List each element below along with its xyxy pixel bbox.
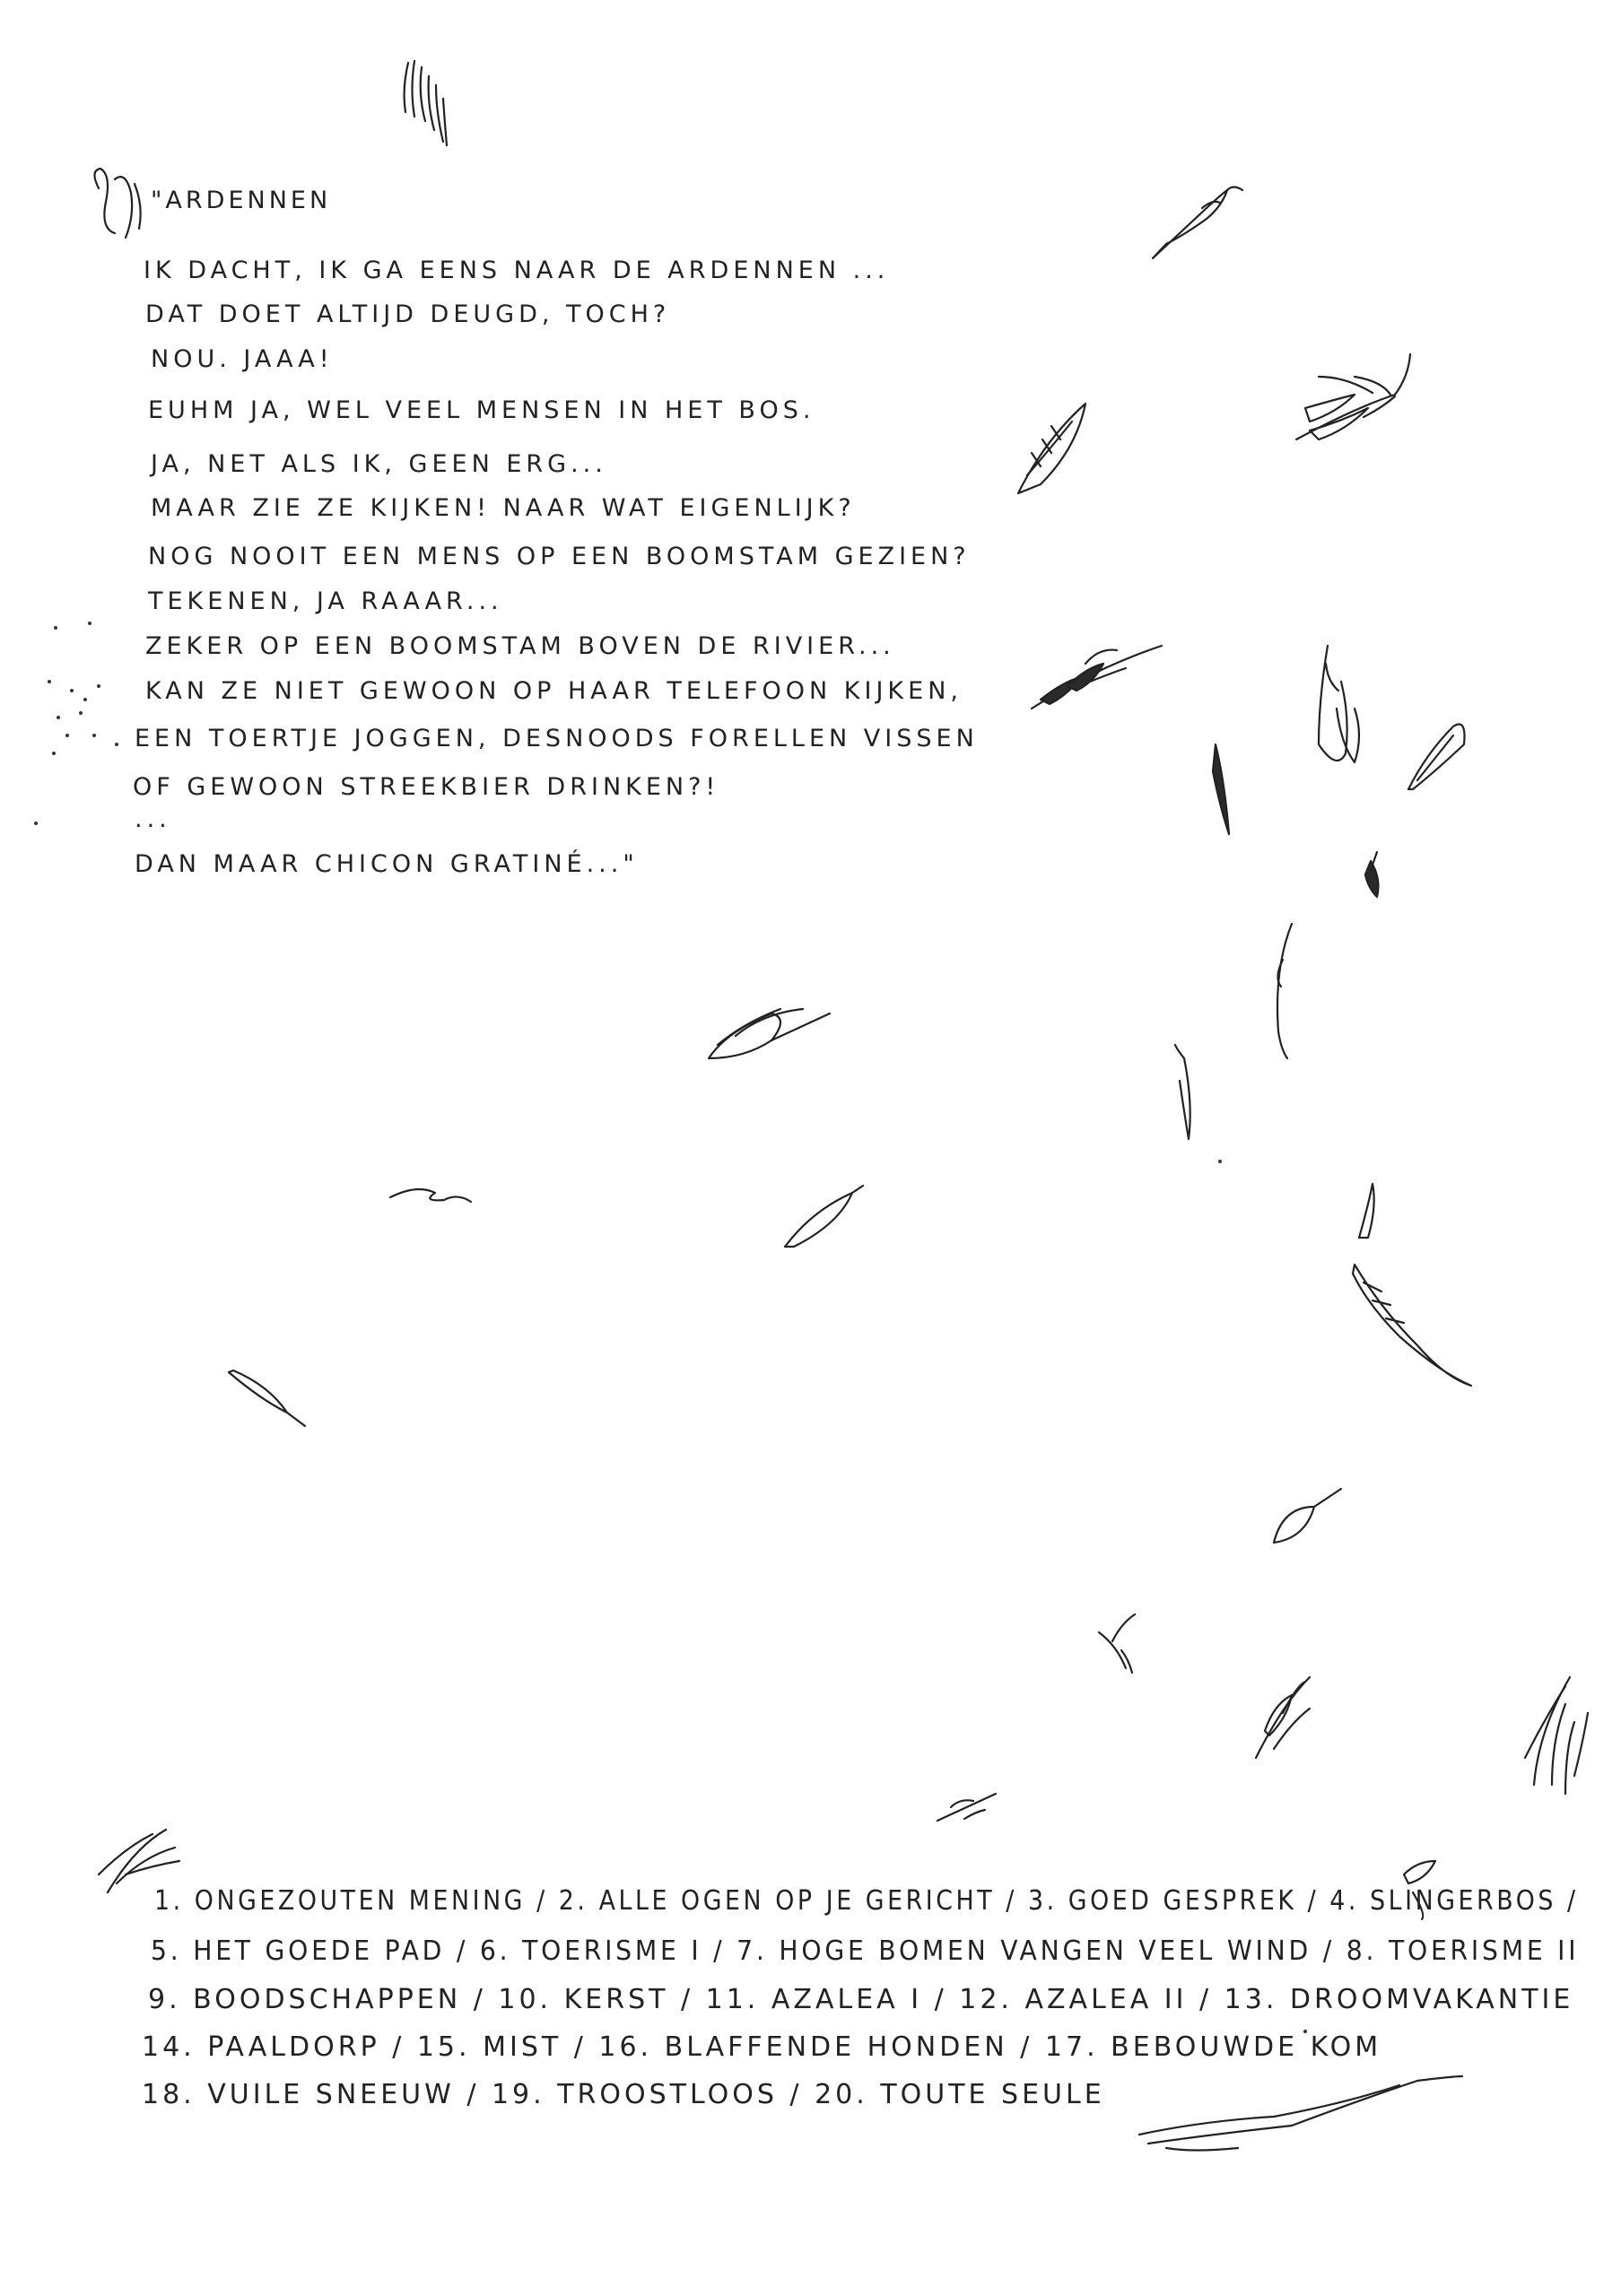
- feather-icon: [1408, 725, 1465, 790]
- leaf-icon: [1018, 404, 1085, 493]
- poem-line: MAAR ZIE ZE KIJKEN! NAAR WAT EIGENLIJK?: [151, 494, 856, 522]
- feather-icon: [1139, 2076, 1462, 2151]
- scribble-icon: [390, 1189, 471, 1202]
- index-line: 5. HET GOEDE PAD / 6. TOERISME I / 7. HOGE BOMEN VANGEN VEEL WIND / 8. TOERISME II: [151, 1935, 1580, 1967]
- poem-line: TEKENEN, JA RAAAR...: [148, 587, 503, 615]
- poem-line: KAN ZE NIET GEWOON OP HAAR TELEFOON KIJKEN,: [145, 677, 963, 705]
- scribble-icon: [94, 169, 140, 238]
- leaf-icon: [1359, 1184, 1374, 1238]
- leaf-icon: [1274, 1489, 1341, 1543]
- poem-line: DAT DOET ALTIJD DEUGD, TOCH?: [145, 300, 671, 328]
- branch-icon: [1032, 646, 1162, 709]
- stipple-dots: [34, 622, 1307, 2033]
- seed-pod-icon: [1319, 646, 1359, 762]
- poem-line: JA, NET ALS IK, GEEN ERG...: [151, 450, 607, 478]
- poem-line: NOG NOOIT EEN MENS OP EEN BOOMSTAM GEZIEN?: [148, 543, 971, 570]
- grass-scribble-icon: [99, 1830, 179, 1892]
- poem-line: IK DACHT, IK GA EENS NAAR DE ARDENNEN ...: [144, 257, 890, 284]
- leaf-icon: [709, 1009, 830, 1058]
- poem-line: DAN MAAR CHICON GRATINÉ...": [135, 850, 639, 878]
- branch-icon: [1296, 354, 1410, 439]
- grass-scribble-icon: [1525, 1677, 1588, 1794]
- index-line: 9. BOODSCHAPPEN / 10. KERST / 11. AZALEA I / 12. AZALEA II / 13. DROOMVAKANTIE: [148, 1984, 1574, 2015]
- feather-icon: [1153, 187, 1242, 259]
- leaf-icon: [1175, 1045, 1190, 1139]
- poem-title: "ARDENNEN: [151, 187, 332, 214]
- poem-line: NOU. JAAA!: [151, 345, 334, 373]
- index-line: 14. PAALDORP / 15. MIST / 16. BLAFFENDE HONDEN / 17. BEBOUWDE KOM: [142, 2031, 1382, 2063]
- index-line: 18. VUILE SNEEUW / 19. TROOSTLOOS / 20. TOUTE SEULE: [142, 2079, 1105, 2110]
- poem-line: ...: [135, 805, 171, 833]
- scribble-icon: [405, 61, 447, 145]
- leaf-icon: [1365, 852, 1378, 897]
- feather-icon: [1353, 1265, 1471, 1386]
- poem-line: ZEKER OP EEN BOOMSTAM BOVEN DE RIVIER...: [145, 632, 895, 660]
- poem-line: EEN TOERTJE JOGGEN, DESNOODS FORELLEN VISSEN: [135, 725, 979, 752]
- branch-icon: [1256, 1677, 1310, 1758]
- leaf-icon: [1213, 744, 1229, 834]
- leaf-icon: [785, 1186, 863, 1247]
- leaf-icon: [229, 1370, 305, 1426]
- scribble-icon: [1277, 924, 1292, 1058]
- sprig-icon: [937, 1794, 996, 1821]
- sprig-icon: [1099, 1614, 1135, 1673]
- poem-line: EUHM JA, WEL VEEL MENSEN IN HET BOS.: [148, 396, 815, 424]
- index-line: 1. ONGEZOUTEN MENING / 2. ALLE OGEN OP JE GERICHT / 3. GOED GESPREK / 4. SLINGERBOS /: [154, 1885, 1579, 1917]
- poem-line: OF GEWOON STREEKBIER DRINKEN?!: [133, 773, 720, 801]
